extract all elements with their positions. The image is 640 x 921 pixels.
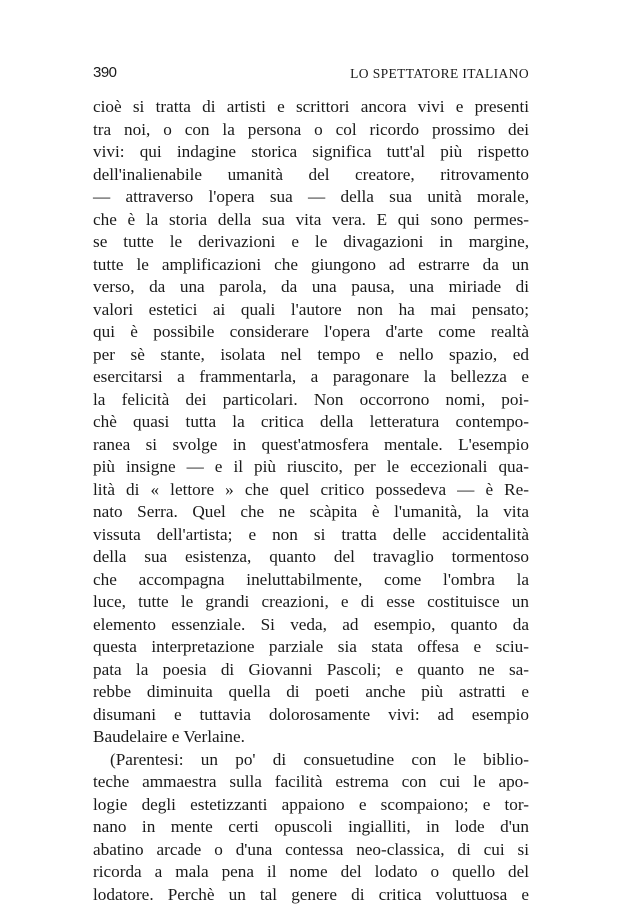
text-line: qui è possibile considerare l'opera d'arte come realtà xyxy=(93,322,529,341)
text-line: dell'inalienabile umanità del creatore, ritrovamento xyxy=(93,164,529,184)
text-line: chè quasi tutta la critica della letteratura contempo- xyxy=(93,412,529,431)
text-line: che è la storia della sua vita vera. E qui sono permes- xyxy=(93,209,529,229)
text-line: abatino arcade o d'una contessa neo-classica, di cui si xyxy=(93,839,529,859)
text-line: verso, da una parola, da una pausa, una miriade di xyxy=(93,277,529,296)
page-number: 390 xyxy=(93,64,117,81)
text-line: cioè si tratta di artisti e scrittori ancora vivi e presenti xyxy=(93,97,529,116)
text-line-paragraph-end: Baudelaire e Verlaine. xyxy=(93,727,245,746)
text-line: esercitarsi a frammentarla, a paragonare la bellezza e xyxy=(93,367,529,386)
text-line: pata la poesia di Giovanni Pascoli; e quanto ne sa- xyxy=(93,659,529,679)
text-line: vivi: qui indagine storica significa tutt'al più rispetto xyxy=(93,142,529,161)
text-line: nano in mente certi opuscoli ingialliti, in lode d'un xyxy=(93,817,529,836)
body-text xyxy=(93,96,529,906)
text-line: la felicità dei particolari. Non occorrono nomi, poi- xyxy=(93,389,529,409)
text-line: valori estetici ai quali l'autore non ha mai pensato; xyxy=(93,299,529,319)
text-line: lità di « lettore » che quel critico possedeva — è Re- xyxy=(93,479,529,499)
text-line: ranea si svolge in quest'atmosfera mentale. L'esempio xyxy=(93,434,529,454)
text-line: per sè stante, isolata nel tempo e nello spazio, ed xyxy=(93,344,529,364)
text-line: — attraverso l'opera sua — della sua unità morale, xyxy=(93,187,529,206)
text-line: questa interpretazione parziale sia stata offesa e sciu- xyxy=(93,637,529,656)
text-line: elemento essenziale. Si veda, ad esempio, quanto da xyxy=(93,614,529,634)
text-line: rebbe diminuita quella di poeti anche più astratti e xyxy=(93,682,529,701)
text-line: disumani e tuttavia dolorosamente vivi: ad esempio xyxy=(93,704,529,724)
page-header xyxy=(93,64,529,84)
text-line: vissuta dell'artista; e non si tratta delle accidentalità xyxy=(93,524,529,544)
text-line: più insigne — e il più riuscito, per le eccezionali qua- xyxy=(93,457,529,476)
running-title: LO SPETTATORE ITALIANO xyxy=(350,66,529,81)
text-line: logie degli estetizzanti appaiono e scompaiono; e tor- xyxy=(93,794,529,814)
text-line-paragraph-start: (Parentesi: un po' di consuetudine con le biblio- xyxy=(110,749,529,769)
text-line: se tutte le derivazioni e le divagazioni in margine, xyxy=(93,232,529,251)
text-line: tutte le amplificazioni che giungono ad estrarre da un xyxy=(93,254,529,274)
text-line: della sua esistenza, quanto del travaglio tormentoso xyxy=(93,547,529,566)
text-line: tra noi, o con la persona o col ricordo prossimo dei xyxy=(93,119,529,139)
text-line: teche ammaestra sulla facilità estrema con cui le apo- xyxy=(93,772,529,791)
text-line: lodatore. Perchè un tal genere di critica voluttuosa e xyxy=(93,884,529,904)
text-line: ricorda a mala pena il nome del lodato o quello del xyxy=(93,862,529,881)
text-line: luce, tutte le grandi creazioni, e di esse costituisce un xyxy=(93,592,529,611)
text-line: che accompagna ineluttabilmente, come l'ombra la xyxy=(93,569,529,589)
text-line: nato Serra. Quel che ne scàpita è l'umanità, la vita xyxy=(93,502,529,521)
